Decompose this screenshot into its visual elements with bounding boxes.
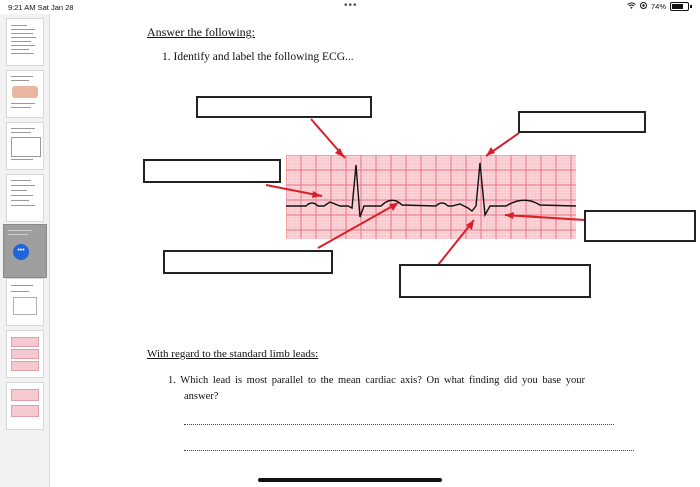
status-time: 9:21 AM Sat Jan 28 bbox=[8, 3, 74, 12]
multitask-dots[interactable]: ••• bbox=[344, 0, 358, 11]
label-box-5[interactable] bbox=[163, 250, 333, 274]
question-2-line-1: 1. Which lead is most parallel to the mean cardiac axis? On what finding did you base your bbox=[168, 375, 585, 386]
home-indicator[interactable] bbox=[258, 478, 442, 482]
battery-percent: 74% bbox=[650, 2, 666, 11]
label-box-2[interactable] bbox=[518, 111, 646, 133]
more-options-button[interactable]: ••• bbox=[13, 244, 29, 260]
arrow-5 bbox=[505, 215, 585, 220]
label-box-3[interactable] bbox=[143, 159, 281, 183]
section-heading-limb-leads: With regard to the standard limb leads: bbox=[147, 348, 319, 360]
arrow-4 bbox=[318, 203, 398, 248]
label-box-4[interactable] bbox=[584, 210, 696, 242]
arrowhead-2 bbox=[486, 147, 495, 156]
question-1: 1. Identify and label the following ECG... bbox=[162, 51, 354, 63]
question-2-line-2: answer? bbox=[184, 391, 219, 402]
arrowhead-5 bbox=[505, 212, 514, 219]
arrowhead-3 bbox=[312, 191, 322, 198]
label-box-6[interactable] bbox=[399, 264, 591, 298]
section-heading-answer: Answer the following: bbox=[147, 25, 255, 39]
label-box-1[interactable] bbox=[196, 96, 372, 118]
